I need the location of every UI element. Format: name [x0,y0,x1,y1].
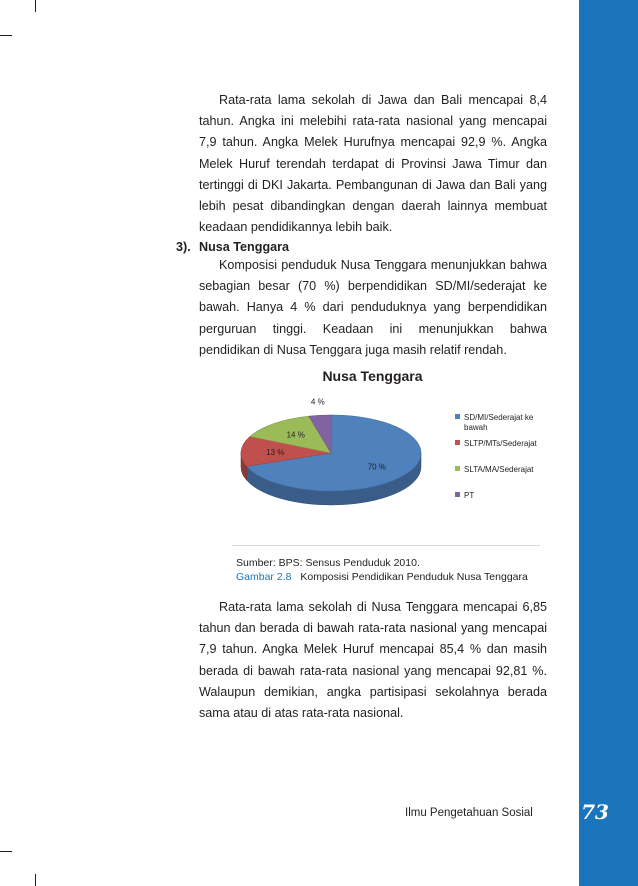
text-line: sama atau di atas rata-rata nasional. [199,706,404,721]
text-line: tahun. Angka ini melebihi rata-rata nasional yang mencapai [199,114,547,129]
page-number: 73 [581,800,609,824]
page-sidebar [579,0,638,886]
text-line: keadaan pendidikannya lebih baik. [199,220,393,235]
crop-mark [0,35,12,36]
text-line: sebagian besar (70 %) berpendidikan SD/MI/sederajat ke [199,279,547,294]
legend-label: PT [464,491,475,500]
section-title: Nusa Tenggara [199,240,290,254]
legend-swatch [455,492,460,497]
text-line: Komposisi penduduk Nusa Tenggara menunjukkan bahwa [219,258,547,272]
text-line: tertinggi di DKI Jakarta. Pembangunan di Jawa dan Bali yang [199,177,547,192]
pie-chart [205,360,540,550]
legend-label: SD/MI/Sederajat ke [464,413,534,422]
text-line: Rata-rata lama sekolah di Jawa dan Bali mencapai 8,4 [219,93,547,107]
paragraph-java-bali [199,90,547,238]
paragraph-nusa-tenggara-intro [199,255,547,361]
source-caption: Sumber: BPS: Sensus Penduduk 2010. [236,557,420,569]
caption-divider [232,545,540,546]
book-title: Ilmu Pengetahuan Sosial [405,807,533,819]
text-line: Rata-rata lama sekolah di Nusa Tenggara mencapai 6,85 [219,600,547,614]
legend-label: SLTA/MA/Sederajat [464,465,534,474]
pie-slice-label: 70 % [367,462,386,472]
text-line: Melek Huruf terendah terdapat di Provinsi Jawa Timur dan [199,156,547,171]
pie-slice-label: 14 % [286,430,305,440]
text-line: bawah. Hanya 4 % dari penduduknya yang berpendidikan [199,300,547,315]
figure-title: Komposisi Pendidikan Penduduk Nusa Tenggara [300,571,528,583]
legend-swatch [455,440,460,445]
text-line: perguruan tinggi. Keadaan ini menunjukkan bahwa [199,321,547,336]
legend-swatch [455,466,460,471]
pie-slice-label: 4 % [310,397,325,407]
text-line: berada di bawah rata-rata nasional yang mencapai 92,81 %. [199,663,547,678]
paragraph-nusa-tenggara-stats [199,597,547,724]
text-line: 7,9 tahun. Angka Melek Huruf mencapai 85,4 % dan masih [199,642,547,657]
figure-caption [236,571,528,583]
legend-label: bawah [464,423,488,432]
chart-title: Nusa Tenggara [322,368,423,384]
crop-mark [0,851,12,852]
text-line: Walaupun demikian, angka partisipasi sekolahnya berada [199,684,547,699]
text-line: 7,9 tahun. Angka Melek Hurufnya mencapai 92,9 %. Angka [199,135,547,150]
crop-mark [35,874,36,886]
crop-mark [35,0,36,12]
section-number: 3). [176,240,191,254]
pie-slice-label: 13 % [266,447,285,457]
text-line: tahun dan berada di bawah rata-rata nasional yang mencapai [199,621,547,636]
legend-swatch [455,414,460,419]
figure-label: Gambar 2.8 [236,571,292,583]
text-line: pendidikan di Nusa Tenggara juga masih relatif rendah. [199,342,507,357]
text-line: lebih pesat dibandingkan dengan daerah lainnya membuat [199,199,547,214]
pie-chart-svg [205,360,540,550]
legend-label: SLTP/MTs/Sederajat [464,439,537,448]
